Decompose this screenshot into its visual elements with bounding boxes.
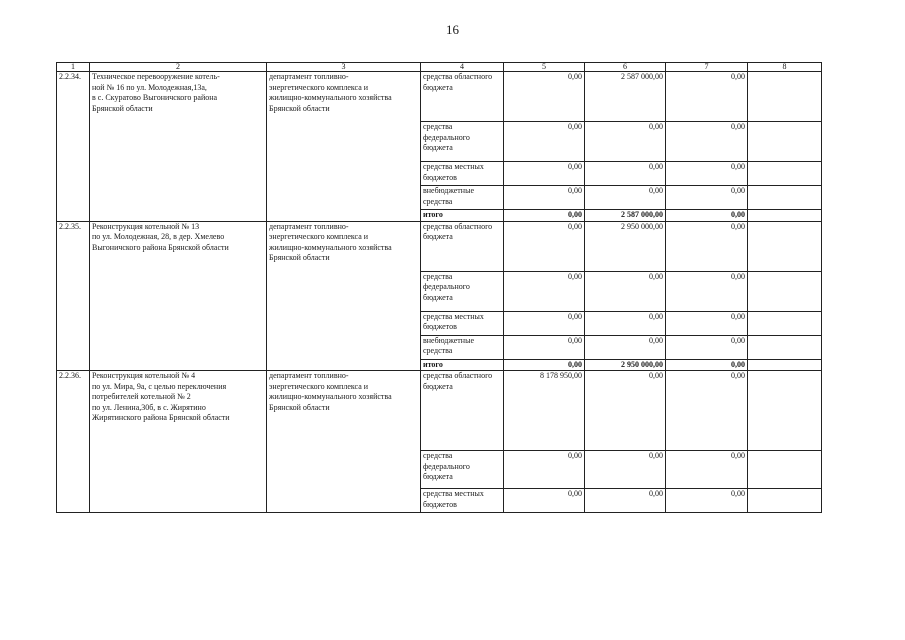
funding-source: средства местных бюджетов	[421, 489, 504, 513]
amount-col5: 0,00	[504, 72, 585, 122]
amount-col7: 0,00	[666, 210, 748, 222]
funding-source: средства местных бюджетов	[421, 311, 504, 335]
amount-col5: 0,00	[504, 311, 585, 335]
amount-col5: 0,00	[504, 186, 585, 210]
amount-col8	[748, 186, 822, 210]
funding-source: средства областного бюджета	[421, 371, 504, 451]
amount-col7: 0,00	[666, 359, 748, 371]
amount-col6: 2 587 000,00	[585, 72, 666, 122]
amount-col5: 0,00	[504, 122, 585, 162]
amount-col8	[748, 162, 822, 186]
column-header: 5	[504, 63, 585, 72]
amount-col8	[748, 371, 822, 451]
amount-col6: 0,00	[585, 271, 666, 311]
funding-source: средства областного бюджета	[421, 221, 504, 271]
table-row	[57, 221, 822, 271]
column-header: 2	[90, 63, 267, 72]
amount-col6: 0,00	[585, 311, 666, 335]
amount-col5: 0,00	[504, 271, 585, 311]
funding-source: средства областного бюджета	[421, 72, 504, 122]
amount-col5: 0,00	[504, 359, 585, 371]
funding-source: средства местных бюджетов	[421, 162, 504, 186]
amount-col6: 2 950 000,00	[585, 221, 666, 271]
item-code: 2.2.36.	[57, 371, 90, 513]
item-code: 2.2.34.	[57, 72, 90, 222]
amount-col7: 0,00	[666, 221, 748, 271]
column-header: 1	[57, 63, 90, 72]
amount-col5: 0,00	[504, 210, 585, 222]
item-name: Реконструкция котельной № 4 по ул. Мира, 9а, с целью переключения потребителей котельной № 2 по ул. Ленина,30б, в с. Жирятино Жирятинского района Брянской области	[90, 371, 267, 513]
amount-col7: 0,00	[666, 311, 748, 335]
amount-col5: 0,00	[504, 221, 585, 271]
item-code: 2.2.35.	[57, 221, 90, 371]
amount-col7: 0,00	[666, 72, 748, 122]
amount-col5: 0,00	[504, 162, 585, 186]
funding-source: внебюджетные средства	[421, 335, 504, 359]
header-row	[57, 63, 822, 72]
amount-col8	[748, 221, 822, 271]
column-header: 4	[421, 63, 504, 72]
amount-col7: 0,00	[666, 371, 748, 451]
responsible-department: департамент топливно- энергетического комплекса и жилищно-коммунального хозяйства Брянской области	[267, 72, 421, 222]
amount-col6: 0,00	[585, 371, 666, 451]
amount-col6: 2 587 000,00	[585, 210, 666, 222]
amount-col5: 0,00	[504, 335, 585, 359]
amount-col5: 0,00	[504, 451, 585, 489]
amount-col6: 0,00	[585, 122, 666, 162]
amount-col7: 0,00	[666, 162, 748, 186]
amount-col8	[748, 122, 822, 162]
amount-col5: 8 178 950,00	[504, 371, 585, 451]
amount-col6: 2 950 000,00	[585, 359, 666, 371]
amount-col8	[748, 311, 822, 335]
budget-table	[56, 62, 822, 513]
column-header: 7	[666, 63, 748, 72]
amount-col6: 0,00	[585, 335, 666, 359]
responsible-department: департамент топливно- энергетического комплекса и жилищно-коммунального хозяйства Брянской области	[267, 371, 421, 513]
amount-col8	[748, 359, 822, 371]
amount-col8	[748, 271, 822, 311]
amount-col6: 0,00	[585, 489, 666, 513]
amount-col7: 0,00	[666, 186, 748, 210]
amount-col7: 0,00	[666, 451, 748, 489]
item-name: Реконструкция котельной № 13 по ул. Молодежная, 28, в дер. Хмелево Выгоничского района Брянской области	[90, 221, 267, 371]
page-number: 16	[446, 22, 459, 37]
responsible-department: департамент топливно- энергетического комплекса и жилищно-коммунального хозяйства Брянской области	[267, 221, 421, 371]
amount-col7: 0,00	[666, 122, 748, 162]
column-header: 3	[267, 63, 421, 72]
amount-col6: 0,00	[585, 186, 666, 210]
amount-col7: 0,00	[666, 271, 748, 311]
amount-col8	[748, 210, 822, 222]
funding-source: итого	[421, 210, 504, 222]
amount-col6: 0,00	[585, 162, 666, 186]
funding-source: средства федерального бюджета	[421, 451, 504, 489]
funding-source: средства федерального бюджета	[421, 271, 504, 311]
column-header: 8	[748, 63, 822, 72]
amount-col8	[748, 451, 822, 489]
amount-col5: 0,00	[504, 489, 585, 513]
amount-col7: 0,00	[666, 335, 748, 359]
amount-col8	[748, 72, 822, 122]
column-header: 6	[585, 63, 666, 72]
table-row	[57, 72, 822, 122]
amount-col8	[748, 335, 822, 359]
item-name: Техническое перевооружение котель- ной № 16 по ул. Молодежная,13а, в с. Скуратово Выгоничского района Брянской области	[90, 72, 267, 222]
amount-col8	[748, 489, 822, 513]
funding-source: средства федерального бюджета	[421, 122, 504, 162]
table-body	[57, 72, 822, 513]
funding-source: внебюджетные средства	[421, 186, 504, 210]
table-row	[57, 371, 822, 451]
amount-col6: 0,00	[585, 451, 666, 489]
amount-col7: 0,00	[666, 489, 748, 513]
funding-source: итого	[421, 359, 504, 371]
